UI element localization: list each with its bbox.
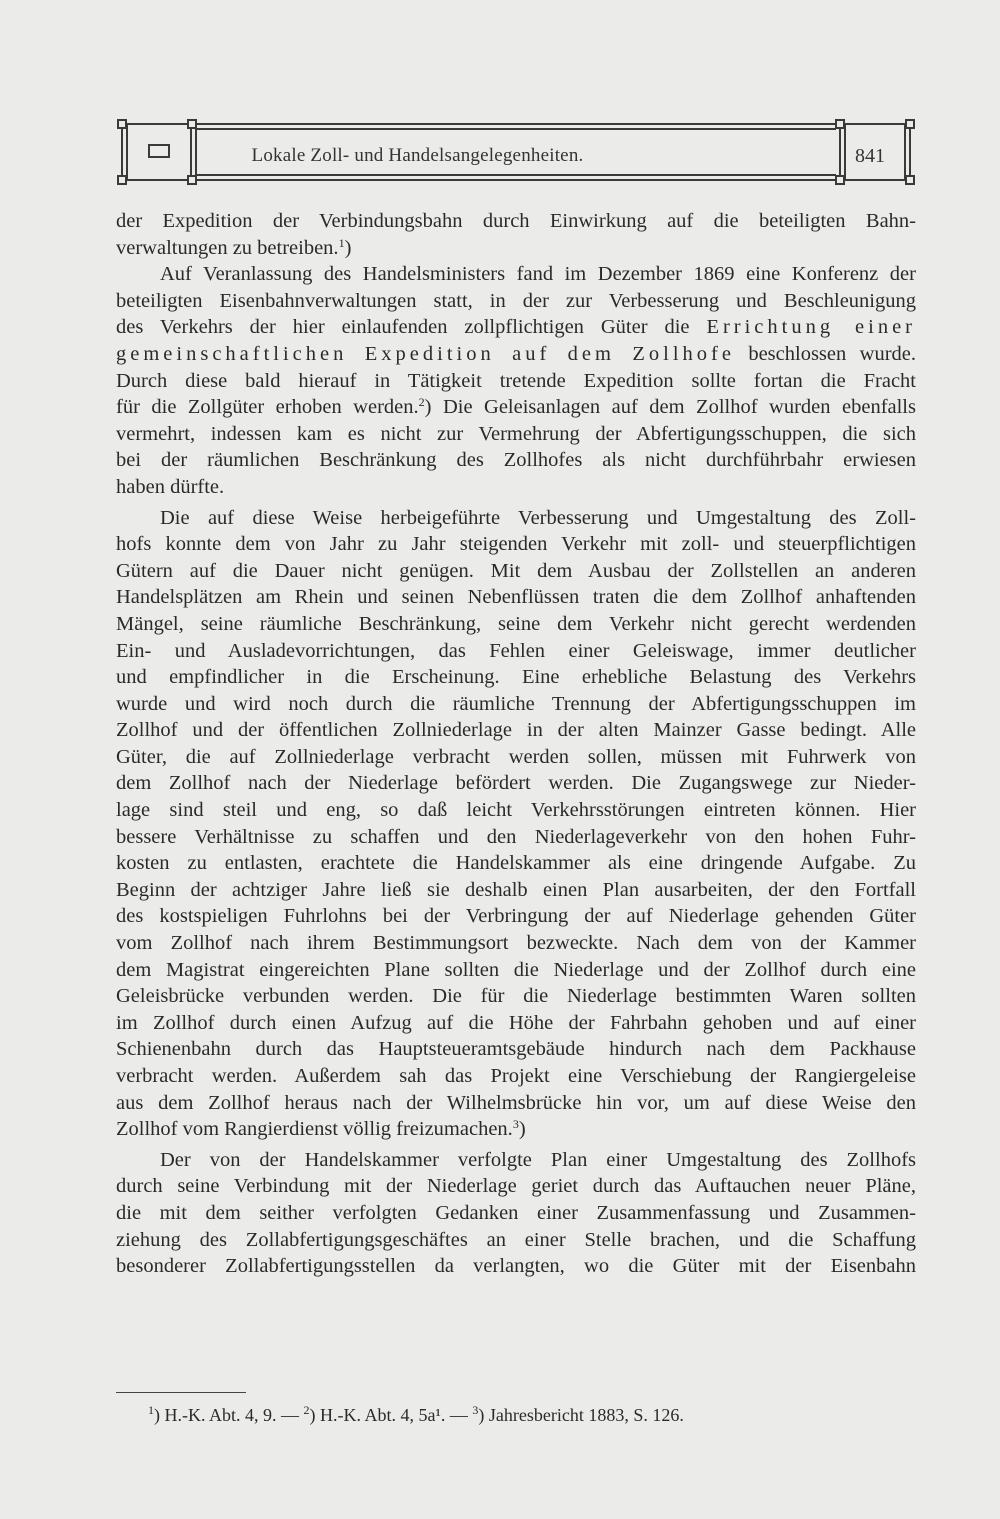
text-segment: hofs konnte dem von Jahr zu Jahr steigenden Verkehr mit zoll- und steuerpflichtigen bbox=[116, 533, 916, 556]
footnote-reference: 3 bbox=[512, 1117, 519, 1132]
text-line bbox=[116, 447, 916, 474]
text-segment: Mängel, seine räumliche Beschränkung, seine dem Verkehr nicht gerecht werdenden bbox=[116, 612, 916, 635]
text-line bbox=[116, 1036, 916, 1063]
text-segment: die mit dem seither verfolgten Gedanken einer Zusammenfassung und Zusammen- bbox=[116, 1201, 916, 1224]
text-line bbox=[116, 1090, 916, 1117]
text-line bbox=[116, 314, 916, 341]
text-line bbox=[116, 691, 916, 718]
text-line bbox=[116, 368, 916, 395]
emphasized-text: gemeinschaftlichen Expedition auf dem Zollhofe bbox=[116, 342, 735, 365]
text-line bbox=[116, 394, 916, 421]
text-segment: verbracht werden. Außerdem sah das Projekt eine Verschiebung der Rangiergeleise bbox=[116, 1065, 916, 1087]
text-line bbox=[116, 1063, 916, 1090]
text-segment: der Expedition der Verbindungsbahn durch Einwirkung auf die beteiligten Bahn- bbox=[116, 210, 916, 232]
text-line bbox=[116, 824, 916, 851]
footnote-marker: 1 bbox=[148, 1403, 154, 1417]
text-line bbox=[116, 1173, 916, 1200]
text-segment: aus dem Zollhof heraus nach der Wilhelmsbrücke hin vor, um auf diese Weise den bbox=[116, 1091, 916, 1114]
text-segment: Die auf diese Weise herbeigeführte Verbesserung und Umgestaltung des Zoll- bbox=[160, 506, 916, 529]
text-line bbox=[116, 744, 916, 771]
text-segment: beteiligten Eisenbahnverwaltungen statt, in der zur Verbesserung und Beschleunigung bbox=[116, 289, 916, 312]
text-segment: bessere Verhältnisse zu schaffen und den Niederlageverkehr von den hohen Fuhr- bbox=[116, 825, 916, 848]
text-segment: lage sind steil und eng, so daß leicht Verkehrsstörungen eintreten können. Hier bbox=[116, 799, 916, 822]
text-line bbox=[116, 717, 916, 744]
text-segment: und empfindlicher in die Erscheinung. Eine erhebliche Belastung des Verkehrs bbox=[116, 666, 916, 689]
text-line bbox=[116, 957, 916, 984]
text-segment: verwaltungen zu betreiben. bbox=[116, 236, 339, 259]
text-line bbox=[116, 505, 916, 532]
text-segment: durch seine Verbindung mit der Niederlage geriet durch das Auftauchen neuer Pläne, bbox=[116, 1175, 916, 1198]
text-line bbox=[116, 1227, 916, 1254]
text-line bbox=[116, 235, 916, 262]
text-segment: Schienenbahn durch das Hauptsteueramtsgebäude hindurch nach dem Packhause bbox=[116, 1038, 916, 1061]
text-line bbox=[116, 584, 916, 611]
text-segment: Güter, die auf Zollniederlage verbracht werden sollen, müssen mit Fuhrwerk von bbox=[116, 745, 916, 768]
text-line bbox=[116, 1147, 916, 1174]
text-line bbox=[116, 611, 916, 638]
text-line bbox=[116, 1200, 916, 1227]
text-segment: bei der räumlichen Beschränkung des Zollhofes als nicht durchführbahr erwiesen bbox=[116, 449, 916, 472]
text-segment: Gütern auf die Dauer nicht genügen. Mit dem Ausbau der Zollstellen an anderen bbox=[116, 559, 916, 582]
text-line bbox=[116, 208, 916, 235]
text-segment: Durch diese bald hierauf in Tätigkeit tretende Expedition sollte fortan die Fracht bbox=[116, 369, 916, 392]
text-segment: ) bbox=[518, 1118, 526, 1141]
footnote-text: ) H.-K. Abt. 4, 9. — bbox=[154, 1405, 304, 1425]
text-line bbox=[116, 877, 916, 904]
text-line bbox=[116, 770, 916, 797]
text-segment: Der von der Handelskammer verfolgte Plan einer Umgestaltung des Zollhofs bbox=[160, 1148, 916, 1171]
footnote-marker: 2 bbox=[303, 1403, 310, 1417]
footnote-text: ) Jahresbericht 1883, S. 126. bbox=[478, 1405, 684, 1425]
text-segment: ziehung des Zollabfertigungsgeschäftes an einer Stelle brachen, und die Schaffung bbox=[116, 1228, 916, 1251]
text-line bbox=[116, 930, 916, 957]
text-segment: Auf Veranlassung des Handelsministers fand im Dezember 1869 eine Konferenz der bbox=[160, 263, 916, 286]
text-segment: haben dürfte. bbox=[116, 475, 225, 498]
text-segment: Zollhof und der öffentlichen Zollniederlage in der alten Mainzer Gasse bedingt. Alle bbox=[116, 719, 916, 742]
footnote-reference: 2 bbox=[418, 395, 425, 410]
text-line bbox=[116, 261, 916, 288]
text-line bbox=[116, 983, 916, 1010]
text-segment: im Zollhof durch einen Aufzug auf die Höhe der Fahrbahn gehoben und auf einer bbox=[116, 1011, 916, 1034]
text-segment: dem Magistrat eingereichten Plane sollten die Niederlage und der Zollhof durch eine bbox=[116, 958, 916, 981]
footnotes bbox=[148, 1405, 848, 1426]
text-segment: des kostspieligen Fuhrlohns bei der Verbringung der auf Niederlage gehenden Güter bbox=[116, 905, 916, 928]
text-segment: dem Zollhof nach der Niederlage befördert werden. Die Zugangswege zur Nieder- bbox=[116, 772, 916, 795]
page-number: 841 bbox=[855, 145, 885, 167]
text-line bbox=[116, 797, 916, 824]
text-segment: vom Zollhof nach ihrem Bestimmungsort bezweckte. Nach dem von der Kammer bbox=[116, 932, 916, 955]
footnote-marker: 3 bbox=[472, 1403, 479, 1417]
text-segment: Ein- und Ausladevorrichtungen, das Fehlen einer Geleiswage, immer deutlicher bbox=[116, 639, 916, 662]
text-segment: Handelsplätzen am Rhein und seinen Nebenflüssen traten die dem Zollhof anhaftenden bbox=[116, 586, 916, 609]
text-segment: wurde und wird noch durch die räumliche Trennung der Abfertigungsschuppen im bbox=[116, 692, 916, 715]
text-line bbox=[116, 1116, 916, 1143]
text-line bbox=[116, 903, 916, 930]
text-line bbox=[116, 638, 916, 665]
text-segment: ) Die Geleisanlagen auf dem Zollhof wurden ebenfalls bbox=[424, 396, 916, 419]
text-segment: beschlossen wurde. bbox=[734, 342, 916, 365]
text-segment: des Verkehrs der hier einlaufenden zollpflichtigen Güter die bbox=[116, 316, 707, 339]
footnote-reference: 1 bbox=[338, 235, 345, 250]
running-header-title: Lokale Zoll- und Handelsangelegenheiten. bbox=[251, 145, 584, 166]
text-segment: vermehrt, indessen kam es nicht zur Vermehrung der Abfertigungsschuppen, die sich bbox=[116, 422, 916, 445]
emphasized-text: Errichtung einer bbox=[706, 316, 917, 339]
text-segment: kosten zu entlasten, erachtete die Handelskammer als eine dringende Aufgabe. Zu bbox=[116, 852, 916, 875]
text-line bbox=[116, 558, 916, 585]
footnote-rule bbox=[116, 1392, 246, 1393]
text-line bbox=[116, 1010, 916, 1037]
text-line bbox=[116, 474, 916, 501]
text-line bbox=[116, 421, 916, 448]
text-line bbox=[116, 850, 916, 877]
text-segment: Geleisbrücke verbunden werden. Die für die Niederlage bestimmten Waren sollten bbox=[116, 985, 916, 1008]
text-line bbox=[116, 288, 916, 315]
footnote-text: ) H.-K. Abt. 4, 5a¹. — bbox=[309, 1405, 473, 1425]
text-line bbox=[116, 341, 916, 368]
body-text bbox=[116, 208, 916, 1280]
text-segment: ) bbox=[344, 236, 352, 259]
text-segment: Zollhof vom Rangierdienst völlig freizumachen. bbox=[116, 1118, 513, 1141]
text-segment: Beginn der achtziger Jahre ließ sie deshalb einen Plan ausarbeiten, der den Fortfall bbox=[116, 878, 916, 901]
text-line bbox=[116, 1253, 916, 1280]
text-segment: besonderer Zollabfertigungsstellen da verlangten, wo die Güter mit der Eisenbahn bbox=[116, 1255, 916, 1278]
text-line bbox=[116, 664, 916, 691]
text-segment: für die Zollgüter erhoben werden. bbox=[116, 396, 419, 419]
text-line bbox=[116, 531, 916, 558]
